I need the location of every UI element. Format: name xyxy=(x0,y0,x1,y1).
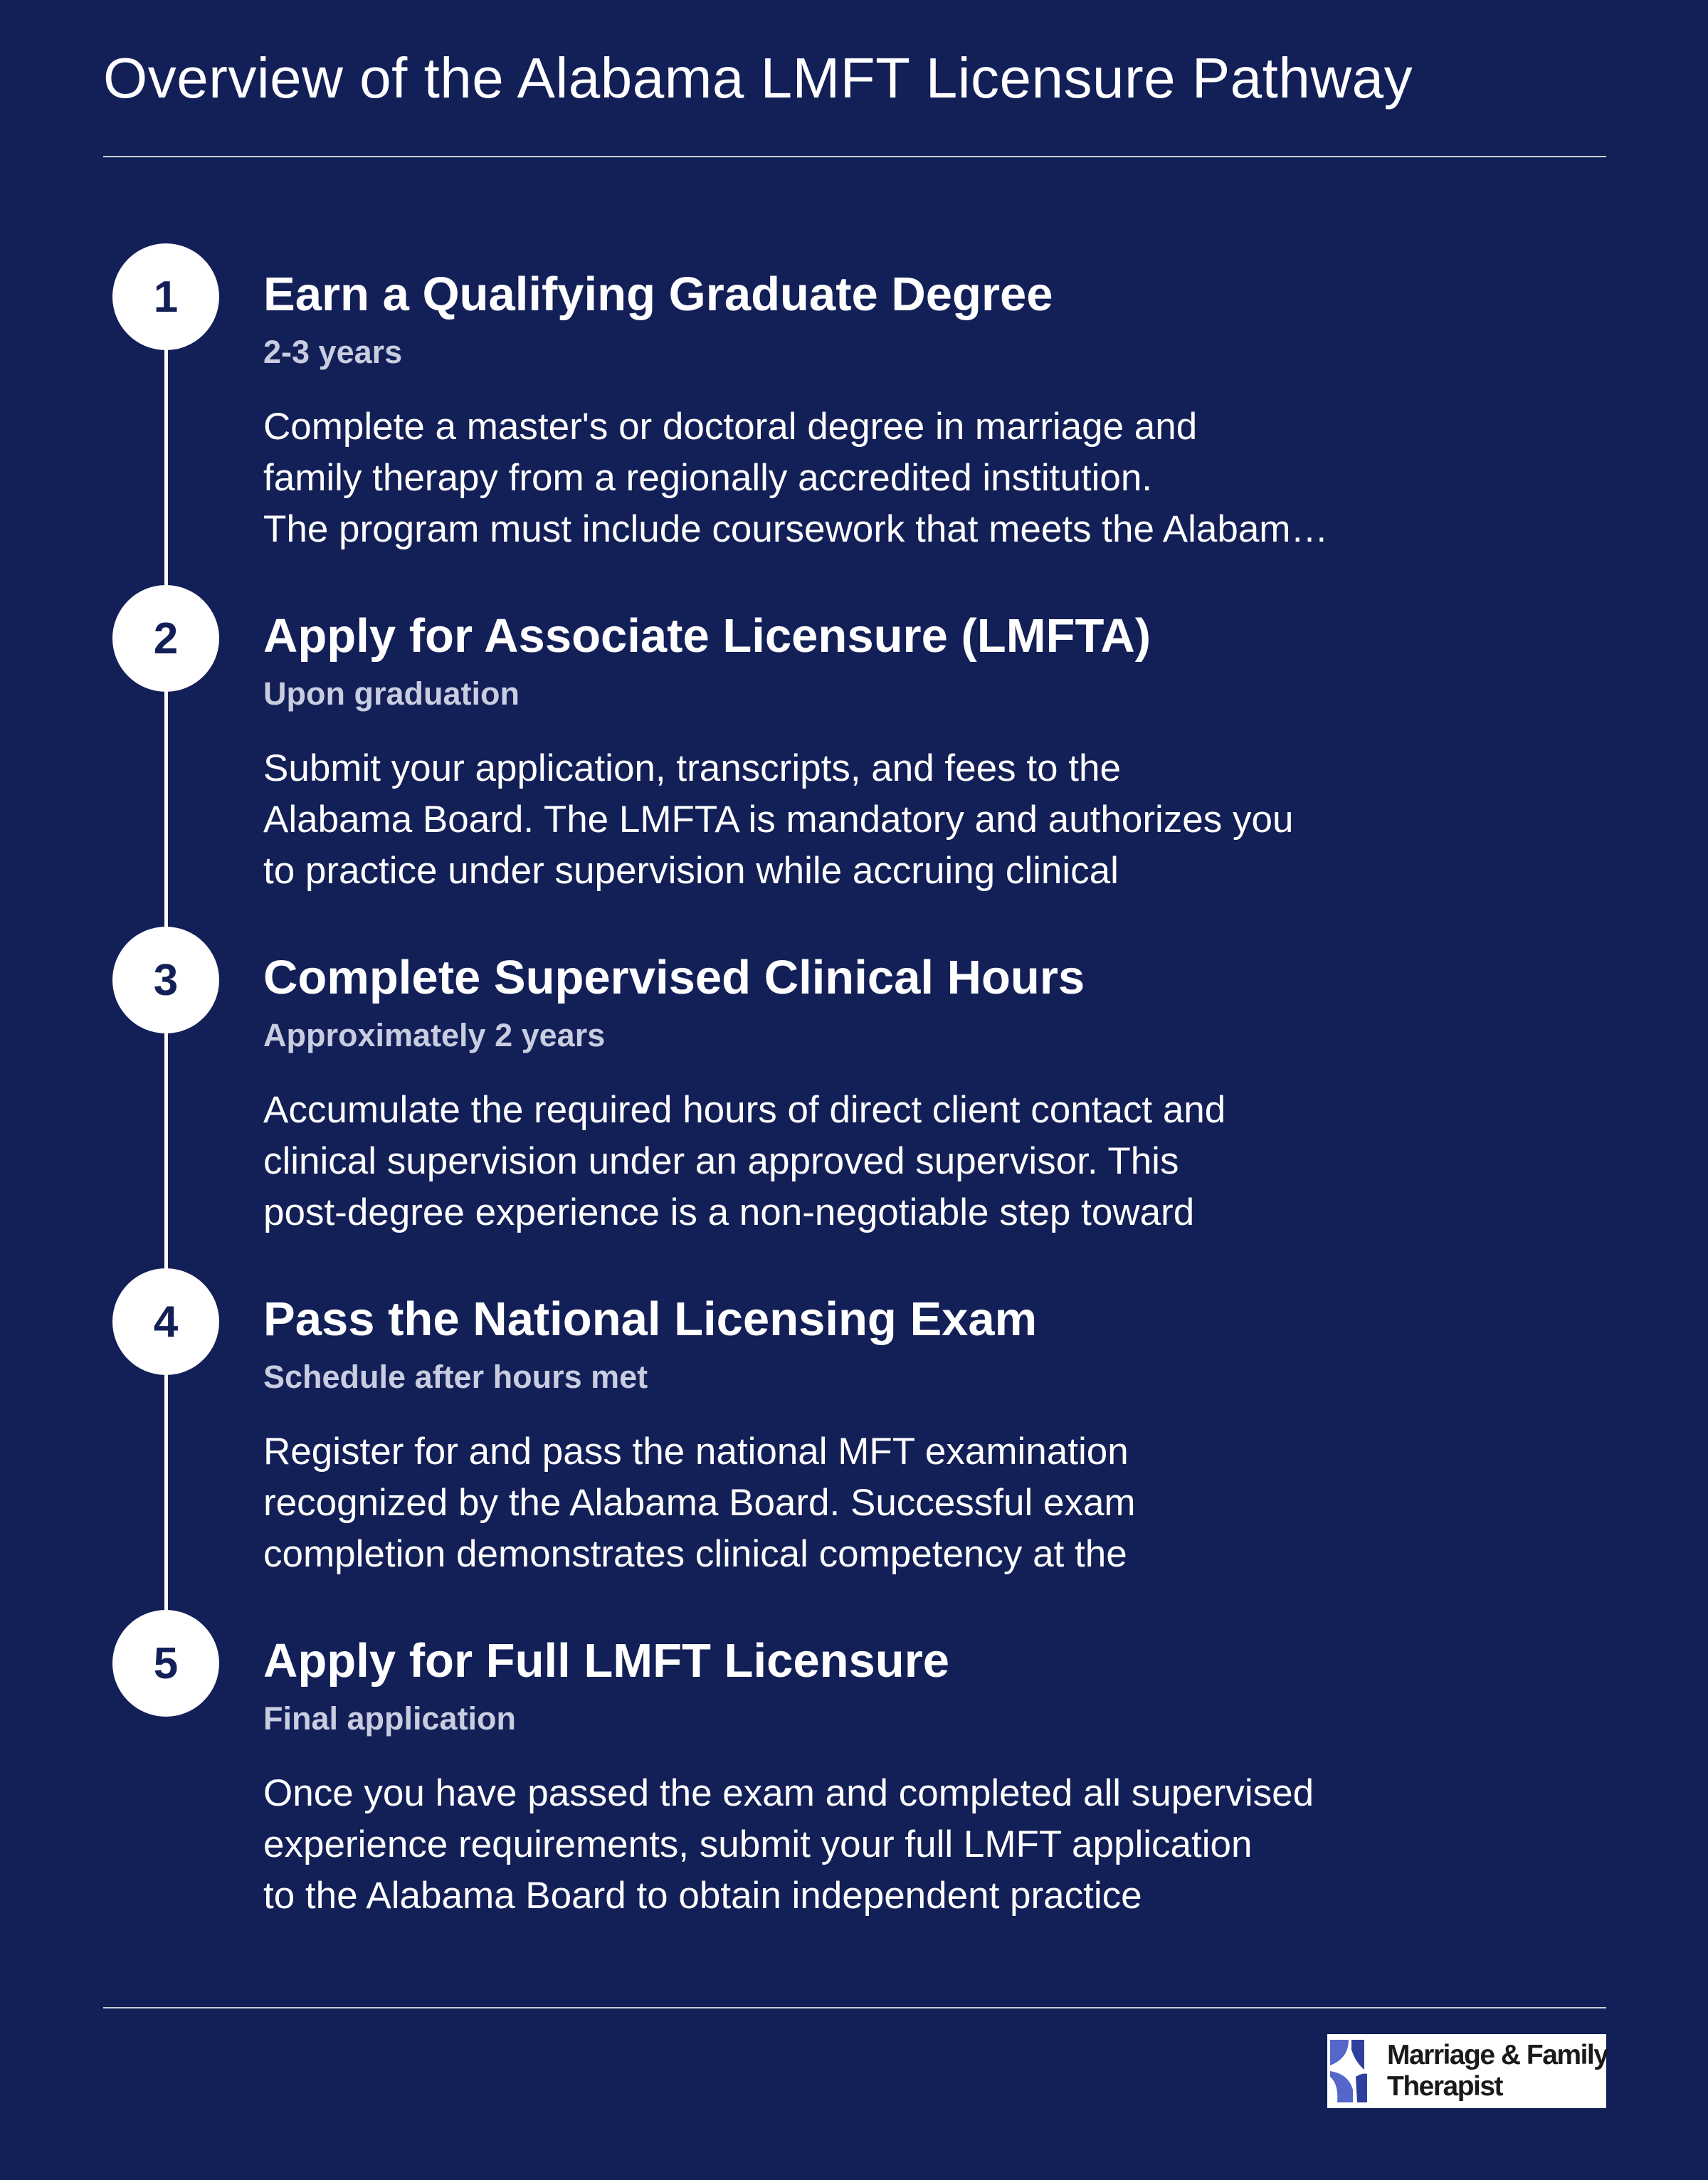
logo-wordmark xyxy=(1386,2040,1608,2102)
step-number-badge: 3 xyxy=(112,927,219,1033)
step-duration: 2-3 years xyxy=(263,334,403,371)
step-description-line: The program must include coursework that meets the Alabam… xyxy=(263,508,1329,551)
step-number-badge: 2 xyxy=(112,585,219,692)
step-item xyxy=(263,1633,1430,1922)
step-description-line: to practice under supervision while accruing clinical xyxy=(263,850,1119,892)
step-description-line: clinical supervision under an approved supervisor. This xyxy=(263,1140,1179,1183)
step-title: Apply for Associate Licensure (LMFTA) xyxy=(263,609,1151,663)
step-description xyxy=(263,1426,1430,1580)
brand-logo xyxy=(1327,2034,1606,2108)
step-number-badge: 4 xyxy=(112,1268,219,1375)
step-description-line: family therapy from a regionally accredited institution. xyxy=(263,457,1153,500)
step-number-badge: 1 xyxy=(112,243,219,350)
title-divider xyxy=(103,156,1606,157)
step-item xyxy=(263,266,1430,555)
step-title: Apply for Full LMFT Licensure xyxy=(263,1634,950,1687)
step-description-line: Accumulate the required hours of direct client contact and xyxy=(263,1089,1226,1132)
step-description-line: Once you have passed the exam and completed all supervised xyxy=(263,1772,1314,1815)
footer-divider xyxy=(103,2007,1606,2008)
logo-text-line2: Therapist xyxy=(1387,2071,1503,2102)
step-title: Earn a Qualifying Graduate Degree xyxy=(263,268,1053,321)
step-description-line: Submit your application, transcripts, and fees to the xyxy=(263,747,1121,790)
step-duration: Upon graduation xyxy=(263,675,520,712)
step-description xyxy=(263,1768,1430,1922)
step-item xyxy=(263,949,1430,1238)
step-item xyxy=(263,1291,1430,1580)
step-description-line: experience requirements, submit your full LMFT application xyxy=(263,1823,1253,1866)
step-description-line: Register for and pass the national MFT examination xyxy=(263,1431,1129,1473)
step-number-badge: 5 xyxy=(112,1610,219,1717)
step-description xyxy=(263,743,1430,897)
mft-logo-icon xyxy=(1327,2034,1386,2108)
step-duration: Approximately 2 years xyxy=(263,1017,606,1054)
step-description-line: recognized by the Alabama Board. Successful exam xyxy=(263,1482,1136,1525)
step-title: Pass the National Licensing Exam xyxy=(263,1292,1038,1346)
step-title: Complete Supervised Clinical Hours xyxy=(263,951,1085,1004)
step-description xyxy=(263,1085,1430,1238)
step-description xyxy=(263,401,1430,555)
logo-text-line1: Marriage & Family xyxy=(1387,2040,1608,2070)
step-description-line: post-degree experience is a non-negotiable step toward xyxy=(263,1191,1195,1234)
step-duration: Schedule after hours met xyxy=(263,1359,648,1396)
step-description-line: completion demonstrates clinical competency at the xyxy=(263,1533,1127,1576)
page-title: Overview of the Alabama LMFT Licensure Pathway xyxy=(103,46,1413,110)
step-description-line: Alabama Board. The LMFTA is mandatory and authorizes you xyxy=(263,799,1294,841)
step-duration: Final application xyxy=(263,1700,517,1737)
step-description-line: Complete a master's or doctoral degree in marriage and xyxy=(263,406,1198,448)
step-item xyxy=(263,608,1430,897)
step-description-line: to the Alabama Board to obtain independent practice xyxy=(263,1875,1142,1917)
